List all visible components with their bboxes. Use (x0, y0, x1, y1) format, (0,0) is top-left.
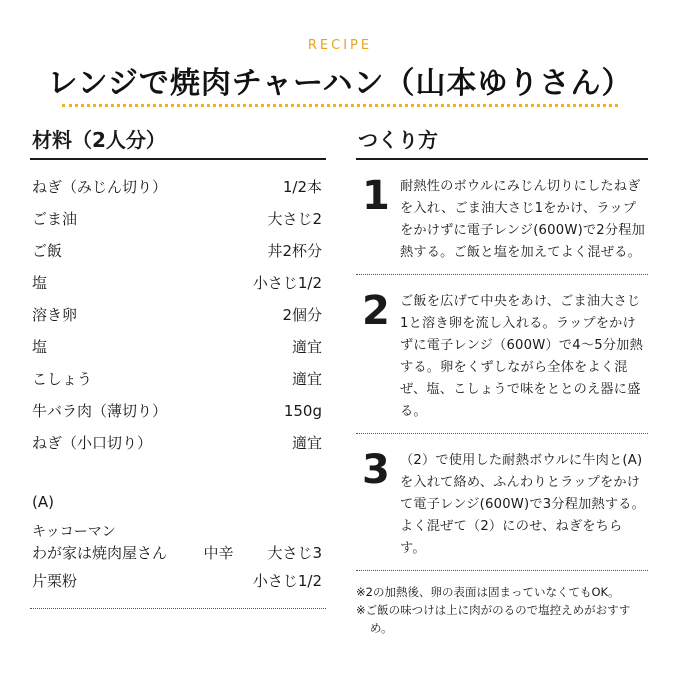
page-title: レンジで焼肉チャーハン（山本ゆりさん） (47, 66, 633, 101)
ingredient-amount: 150g (283, 402, 322, 420)
step-number: 3 (362, 447, 390, 493)
ingredient-amount: 大さじ2 (267, 210, 322, 228)
ingredient-row (30, 240, 326, 272)
ingredient-row (30, 208, 326, 240)
ingredient-name: ご飯 (32, 242, 63, 260)
ingredients-section (30, 124, 326, 609)
step-item (356, 275, 648, 433)
ingredient-name: 牛バラ肉（薄切り） (32, 402, 168, 420)
ingredient-group-label: (A) (32, 493, 54, 511)
ingredient-name: 塩 (32, 338, 48, 356)
ingredient-name: ねぎ（みじん切り） (32, 178, 168, 196)
ingredient-row (30, 336, 326, 368)
step-number: 1 (362, 173, 390, 219)
steps-heading: つくり方 (358, 128, 438, 152)
ingredients-list (30, 176, 326, 609)
notes (356, 583, 648, 637)
steps-list (356, 160, 648, 571)
ingredient-row (30, 176, 326, 208)
ingredients-rule (30, 158, 326, 160)
ingredient-name: ねぎ（小口切り） (32, 434, 153, 452)
ingredient-amount: 小さじ1/2 (252, 274, 322, 292)
step-number: 2 (362, 288, 390, 334)
ingredients-heading: 材料（2人分） (32, 128, 166, 152)
title-underline-dots (62, 104, 618, 107)
ingredient-row (30, 570, 326, 602)
ingredient-note: 中辛 (203, 544, 234, 562)
step-text: ご飯を広げて中央をあけ、ごま油大さじ1と溶き卵を流し入れる。ラップをかけずに電子レンジ（600W）で4～5分加熱する。卵をくずしながら全体をよく混ぜ、塩、こしょうで味をととのえ器に盛る。 (400, 294, 643, 419)
ingredient-row (30, 368, 326, 400)
ingredient-amount: 適宜 (291, 434, 322, 452)
step-text: 耐熱性のボウルにみじん切りにしたねぎを入れ、ごま油大さじ1をかけ、ラップをかけずに電子レンジ(600W)で2分程加熱する。ご飯と塩を加えてよく混ぜる。 (400, 179, 646, 260)
ingredient-name: こしょう (32, 370, 93, 388)
ingredient-amount: 適宜 (291, 338, 322, 356)
ingredient-spacer (30, 464, 326, 486)
ingredient-amount: 大さじ3 (267, 544, 322, 562)
ingredient-row (30, 304, 326, 336)
ingredient-name: わが家は焼肉屋さん (32, 544, 168, 562)
ingredient-row (30, 400, 326, 432)
recipe-tag: RECIPE (307, 38, 373, 53)
ingredient-row (30, 272, 326, 304)
ingredient-row (30, 542, 326, 570)
step-item (356, 434, 648, 570)
ingredient-name: 溶き卵 (32, 306, 78, 324)
ingredient-amount: 1/2本 (282, 178, 322, 196)
ingredient-name: 塩 (32, 274, 48, 292)
ingredient-name: ごま油 (32, 210, 78, 228)
ingredient-amount: 2個分 (282, 306, 322, 324)
step-text: （2）で使用した耐熱ボウルに牛肉と(A)を入れて絡め、ふんわりとラップをかけて電子レンジ(600W)で3分程加熱する。よく混ぜて（2）にのせ、ねぎをちらす。 (400, 453, 646, 556)
recipe-header (0, 0, 680, 115)
ingredient-name: 片栗粉 (32, 572, 78, 590)
ingredient-amount: 適宜 (291, 370, 322, 388)
ingredient-amount: 小さじ1/2 (252, 572, 322, 590)
ingredient-amount: 丼2杯分 (267, 242, 322, 260)
step-divider (356, 570, 648, 571)
note-line: ※ご飯の味つけは上に肉がのるので塩控えめがおすすめ。 (356, 603, 631, 635)
steps-section (356, 124, 648, 637)
step-item (356, 160, 648, 274)
ingredient-group-brand: キッコーマン (32, 524, 116, 540)
ingredient-row (30, 432, 326, 464)
note-line: ※2の加熱後、卵の表面は固まっていなくてもOK。 (356, 585, 620, 599)
ingredients-end-rule (30, 608, 326, 609)
